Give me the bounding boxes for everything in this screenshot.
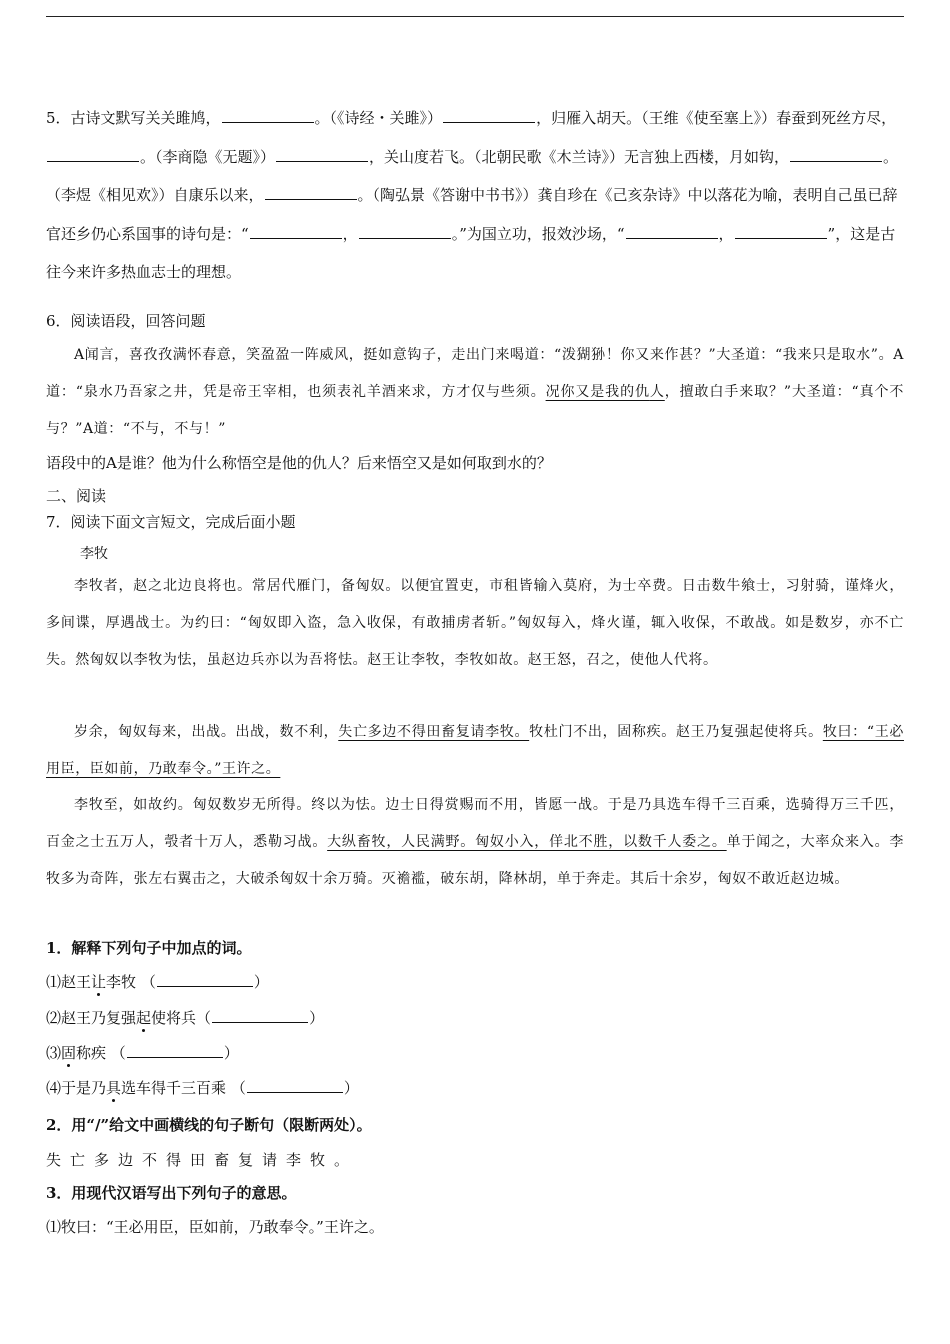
passage-paragraph-3: 李牧至，如故约。匈奴数岁无所得。终以为怯。边士日得赏赐而不用，皆愿一战。于是乃具选车得千三百乘，选骑得万三千匹，百金之士五万人，彀者十万人，悉勒习战。大纵畜牧，人民满野。匈奴小入，佯北不胜，以数千人委之。单于闻之，大率众来入。李牧多为奇阵，张左右翼击之，大破杀匈奴十余万骑。灭襜褴，破东胡，降林胡，单于奔走。其后十余岁，匈奴不敢近赵边城。 [46,797,904,887]
subquestion-3-item-1: ⑴牧曰：“王必用臣，臣如前，乃敢奉令。”王许之。 [46,1218,384,1236]
answer-blank[interactable] [735,224,827,239]
answer-blank[interactable] [247,1078,343,1093]
answer-blank[interactable] [47,147,139,162]
passage-paragraph-1: 李牧者，赵之北边良将也。常居代雁门，备匈奴。以便宜置吏，市租皆输入莫府，为士卒费。日击数牛飨士，习射骑，谨烽火，多间谍，厚遇战士。为约曰：“匈奴即入盗，急入收保，有敢捕虏者斩。”匈奴每入，烽火谨，辄入收保，不敢战。如是数岁，亦不亡失。然匈奴以李牧为怯，虽赵边兵亦以为吾将怯。赵王让李牧，李牧如故。赵王怒，召之，使他人代将。 [46,578,904,668]
section-heading: 二、阅读 [46,487,107,505]
passage-paragraph-2: 岁余，匈奴每来，出战。出战，数不利，失亡多边不得田畜复请李牧。牧杜门不出，固称疾。赵王乃复强起使将兵。牧曰：“王必用臣，臣如前，乃敢奉令。”王许之。 [46,724,904,777]
question-7-heading: 7．阅读下面文言短文，完成后面小题 [46,513,296,531]
passage-title: 李牧 [80,546,108,562]
subquestion-1-heading: 1．解释下列句子中加点的词。 [46,939,252,957]
subquestion-1-item-4: ⑷于是乃具选车得千三百乘 （ ） [46,1079,359,1097]
dotted-character: 让 [91,973,107,991]
dotted-character: 固 [61,1044,77,1062]
answer-blank[interactable] [127,1043,223,1058]
answer-blank[interactable] [157,972,253,987]
subquestion-1-item-2: ⑵赵王乃复强起使将兵（ ） [46,1009,325,1027]
underlined-sentence: 失亡多边不得田畜复请李牧。 [338,724,530,740]
subquestion-1-item-1: ⑴赵王让李牧 （ ） [46,973,269,991]
answer-blank[interactable] [212,1008,308,1023]
question-6-passage: A闻言，喜孜孜满怀春意，笑盈盈一阵威风，挺如意钩子，走出门来喝道：“泼猢狲！你又来作甚？”大圣道：“我来只是取水”。A道：“泉水乃吾家之井，凭是帝王宰相，也须表礼羊酒来求，方才仅与些须。况你又是我的仇人，擅敢白手来取？”大圣道：“真个不与？”A道：“不与，不与！” [46,347,904,437]
answer-blank[interactable] [790,147,882,162]
answer-blank[interactable] [359,224,451,239]
underlined-sentence: 大纵畜牧，人民满野。匈奴小入，佯北不胜，以数千人委之。 [327,834,727,850]
answer-blank[interactable] [443,108,535,123]
subquestion-1-item-3: ⑶固称疾 （ ） [46,1044,239,1062]
answer-blank[interactable] [626,224,718,239]
header-rule [46,16,904,17]
question-6-heading: 6．阅读语段，回答问题 [46,312,206,330]
subquestion-2-heading: 2．用“/”给文中画横线的句子断句（限断两处）。 [46,1116,372,1134]
underlined-sentence: 牧曰：“王必用臣，臣如前，乃敢奉令。”王许之。 [46,724,904,777]
answer-blank[interactable] [222,108,314,123]
question-5: 5．古诗文默写关关雎鸠， 。（《诗经・关雎》） ，归雁入胡天。（王维《使至塞上》）春蚕到死丝方尽，。（李商隐《无题》） ，关山度若飞。（北朝民歌《木兰诗》）无言独上西楼，月如钩， 。（李煜《相见欢》）自康乐以来， 。（陶弘景《答谢中书书》）龚自珍在《己亥杂诗》中以落花为喻，表明自己虽已辞官还乡仍心系国事的诗句是：“ ， 。”为国立功，报效沙场，“ ， ”，这是古往今来许多热血志士的理想。 [46,109,899,281]
sentence-to-punctuate: 失亡多边不得田畜复请李牧。 [46,1151,359,1169]
subquestion-3-heading: 3．用现代汉语写出下列句子的意思。 [46,1184,297,1202]
dotted-character: 具 [106,1079,122,1097]
answer-blank[interactable] [265,185,357,200]
dotted-character: 起 [136,1009,152,1027]
question-6-prompt: 语段中的A是谁？他为什么称悟空是他的仇人？后来悟空又是如何取到水的？ [46,454,552,472]
answer-blank[interactable] [250,224,342,239]
answer-blank[interactable] [276,147,368,162]
